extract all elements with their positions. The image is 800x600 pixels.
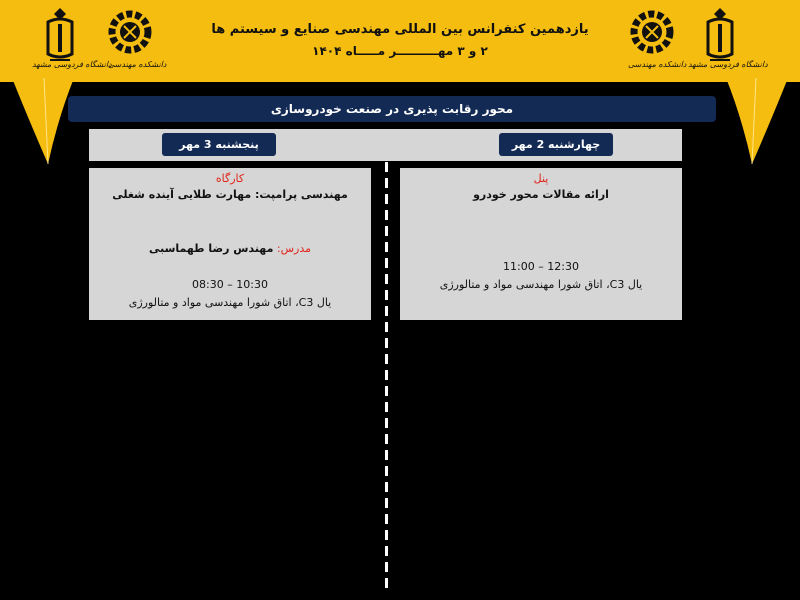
- conference-title: یازدهمین کنفرانس بین المللی مهندسی صنایع و سیستم ها: [211, 22, 589, 37]
- instructor-name: مهندس رضا طهماسبی: [148, 242, 274, 255]
- session-time: 11:00 – 12:30: [503, 260, 579, 273]
- left-feather-decoration: [8, 78, 78, 168]
- instructor-label: مدرس:: [276, 242, 312, 255]
- instructor-line: [89, 242, 371, 255]
- gear-icon: [102, 6, 158, 68]
- university-cap-icon: [40, 6, 80, 68]
- track-title: محور رقابت پذیری در صنعت خودروسازی: [68, 96, 716, 122]
- conference-header: [0, 0, 800, 82]
- university-cap-icon: [700, 6, 740, 68]
- logo-label-ferdowsi: دانشگاه فردوسی مشهد: [688, 60, 768, 69]
- gear-icon: [624, 6, 680, 68]
- session-card-workshop: [89, 168, 371, 320]
- conference-dates: ۲ و ۳ مهــــــــــر مـــــاه ۱۴۰۴: [312, 44, 488, 58]
- logo-label-ferdowsi: دانشگاه فردوسی مشهد: [32, 60, 112, 69]
- session-type: کارگاه: [215, 172, 245, 185]
- session-title: ارائه مقالات محور خودرو: [473, 188, 609, 201]
- day-tag-wednesday: چهارشنبه 2 مهر: [499, 133, 613, 156]
- session-location: یال C3، اتاق شورا مهندسی مواد و متالورژی: [439, 278, 643, 291]
- dashed-divider: [385, 162, 388, 594]
- right-feather-decoration: [722, 78, 792, 168]
- session-type: پنل: [533, 172, 549, 185]
- logo-label-engineering: دانشکده مهندسی: [628, 60, 687, 69]
- session-title: مهندسی پرامپت: مهارت طلایی آینده شغلی: [112, 188, 348, 201]
- session-location: یال C3، اتاق شورا مهندسی مواد و متالورژی: [128, 296, 332, 309]
- logo-label-engineering: دانشکده مهندسی: [108, 60, 167, 69]
- session-time: 08:30 – 10:30: [192, 278, 268, 291]
- day-tag-thursday: پنجشنبه 3 مهر: [162, 133, 276, 156]
- session-card-panel: [400, 168, 682, 320]
